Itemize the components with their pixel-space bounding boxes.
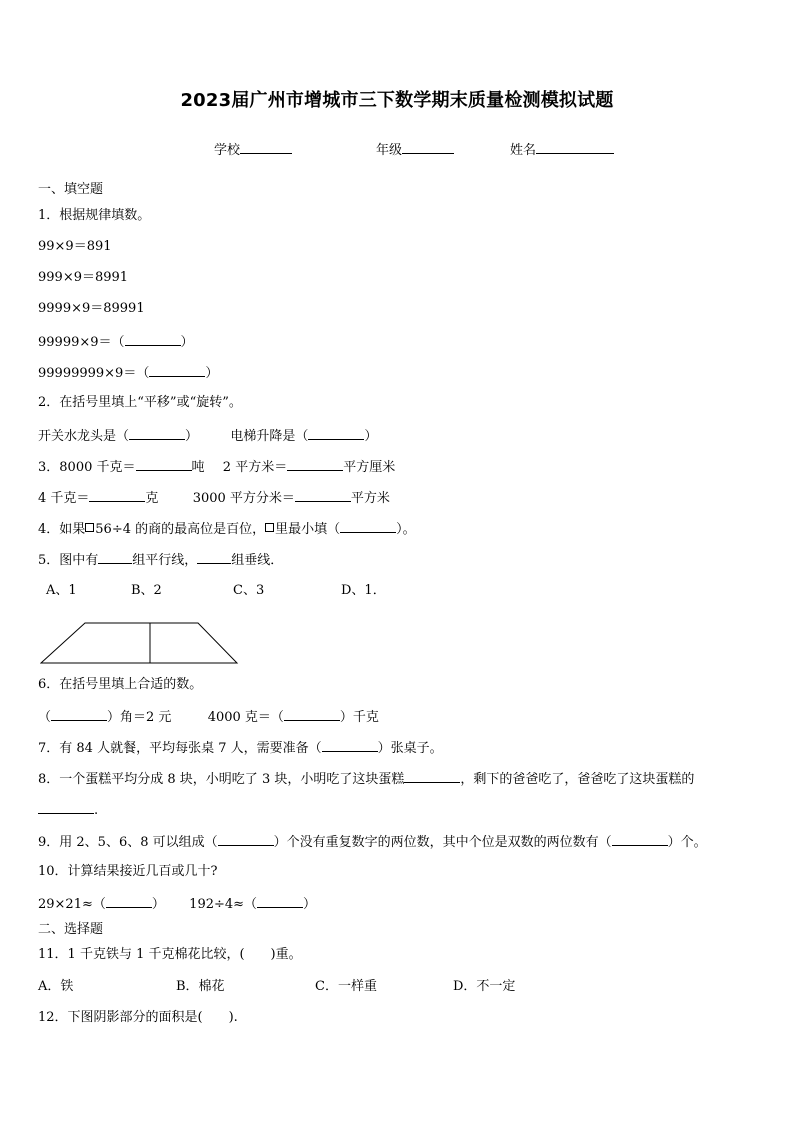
q2-b-post: ） <box>364 429 378 444</box>
q5-option-d[interactable]: D、1． <box>341 583 386 598</box>
trapezoid-outline <box>41 623 237 663</box>
q8-line-2 <box>38 800 98 820</box>
q3-answer-d[interactable] <box>295 488 351 502</box>
grade-field <box>376 140 454 160</box>
q5-option-c[interactable]: C、3 <box>233 583 265 598</box>
q10-a-post: ） <box>151 897 165 912</box>
q10-answer-a[interactable] <box>106 894 152 908</box>
q3-line-2 <box>38 488 390 508</box>
q6-stem: 6．在括号里填上合适的数。 <box>38 677 203 692</box>
name-field <box>510 140 614 160</box>
q3-d-post: 平方米 <box>350 491 390 506</box>
q7-answer[interactable] <box>322 738 378 752</box>
q6-a-post: ）角＝2 元 <box>107 710 172 725</box>
q1-line-4 <box>38 332 194 352</box>
q1-line-5-post: ） <box>205 366 219 381</box>
q9-answer-2[interactable] <box>612 832 668 846</box>
q1-line-4-post: ） <box>180 335 194 350</box>
q11-option-c[interactable]: C．一样重 <box>315 979 377 994</box>
q3-line-1 <box>38 457 395 477</box>
name-label: 姓名 <box>510 143 537 158</box>
q1-line-3: 9999×9＝89991 <box>38 301 145 316</box>
q7-line <box>38 738 443 758</box>
q10-stem: 10．计算结果接近几百或几十? <box>38 864 218 879</box>
q5-answer-2[interactable] <box>197 550 231 564</box>
q11-option-b[interactable]: B．棉花 <box>176 979 225 994</box>
q9-answer-1[interactable] <box>218 832 274 846</box>
square-box-icon <box>265 523 274 532</box>
q6-answer-b[interactable] <box>284 707 340 721</box>
q8-end: . <box>94 803 99 818</box>
q3-answer-c[interactable] <box>89 488 145 502</box>
q4-mid: 56÷4 的商的最高位是百位， <box>95 522 266 537</box>
q6-a-pre: （ <box>38 710 52 725</box>
grade-blank[interactable] <box>402 140 454 154</box>
q6-b-pre: 4000 克＝（ <box>207 710 284 725</box>
q10-b-pre: 192÷4≈（ <box>189 897 258 912</box>
q4-line <box>38 519 416 539</box>
q5-option-b[interactable]: B、2 <box>131 583 162 598</box>
q1-stem: 1．根据规律填数。 <box>38 208 151 223</box>
section-heading-2: 二、选择题 <box>38 922 104 937</box>
q2-a-pre: 开关水龙头是（ <box>38 429 130 444</box>
page-title: 2023届广州市增城市三下数学期末质量检测模拟试题 <box>180 90 614 111</box>
q2-answers <box>38 426 377 446</box>
q5-pre: 5．图中有 <box>38 553 99 568</box>
q8-answer-1[interactable] <box>404 769 460 783</box>
q7-post: ）张桌子。 <box>377 741 443 756</box>
q4-post: 里最小填（ <box>275 522 341 537</box>
trapezoid-figure <box>40 620 240 666</box>
q2-answer-b[interactable] <box>308 426 364 440</box>
grade-label: 年级 <box>376 143 403 158</box>
q5-mid: 组平行线， <box>132 553 198 568</box>
q3-c-pre: 4 千克＝ <box>38 491 90 506</box>
name-blank[interactable] <box>536 140 614 154</box>
q3-a-pre: 3．8000 千克＝ <box>38 460 136 475</box>
q8-post: ，剩下的爸爸吃了，爸爸吃了这块蛋糕的 <box>460 772 695 787</box>
q12-stem: 12．下图阴影部分的面积是( ). <box>38 1010 238 1025</box>
q1-line-4-pre: 99999×9＝（ <box>38 335 125 350</box>
q5-post: 组垂线． <box>231 553 284 568</box>
q2-stem: 2．在括号里填上“平移”或“旋转”。 <box>38 395 242 410</box>
q5-answer-1[interactable] <box>98 550 132 564</box>
q6-answer-a[interactable] <box>51 707 107 721</box>
q8-answer-2[interactable] <box>38 800 94 814</box>
q3-answer-b[interactable] <box>287 457 343 471</box>
q1-answer-4[interactable] <box>125 332 181 346</box>
q1-line-1: 99×9＝891 <box>38 239 112 254</box>
q3-b-pre: 2 平方米＝ <box>222 460 288 475</box>
section-heading-1: 一、填空题 <box>38 182 104 197</box>
q5-line <box>38 550 283 570</box>
q10-a-pre: 29×21≈（ <box>38 897 106 912</box>
q6-answers <box>38 707 379 727</box>
q3-a-post: 吨 <box>191 460 205 475</box>
q7-pre: 7．有 84 人就餐，平均每张桌 7 人，需要准备（ <box>38 741 322 756</box>
q2-b-pre: 电梯升降是（ <box>230 429 309 444</box>
q10-answers <box>38 894 316 914</box>
q11-option-d[interactable]: D．不一定 <box>453 979 516 994</box>
q6-b-post: ）千克 <box>339 710 379 725</box>
school-field <box>214 140 292 160</box>
q8-pre: 8．一个蛋糕平均分成 8 块，小明吃了 3 块，小明吃了这块蛋糕 <box>38 772 405 787</box>
q2-answer-a[interactable] <box>129 426 185 440</box>
q4-end: ）。 <box>396 522 416 537</box>
q9-line <box>38 832 707 852</box>
q3-d-pre: 3000 平方分米＝ <box>192 491 295 506</box>
q5-option-a[interactable]: A、1 <box>46 583 77 598</box>
q10-answer-b[interactable] <box>257 894 303 908</box>
q8-line <box>38 769 694 789</box>
school-blank[interactable] <box>240 140 292 154</box>
q9-post: ）个。 <box>667 835 707 850</box>
q3-c-post: 克 <box>145 491 159 506</box>
q11-option-a[interactable]: A．铁 <box>38 979 74 994</box>
q3-answer-a[interactable] <box>136 457 192 471</box>
square-box-icon <box>85 523 94 532</box>
q10-b-post: ） <box>303 897 317 912</box>
q11-stem: 11．1 千克铁与 1 千克棉花比较，( )重。 <box>38 947 302 962</box>
q4-answer[interactable] <box>340 519 396 533</box>
q1-line-5-pre: 99999999×9＝（ <box>38 366 150 381</box>
q1-answer-5[interactable] <box>149 363 205 377</box>
q1-line-2: 999×9＝8991 <box>38 270 129 285</box>
q9-pre: 9．用 2、5、6、8 可以组成（ <box>38 835 218 850</box>
school-label: 学校 <box>214 143 241 158</box>
q2-a-post: ） <box>185 429 199 444</box>
q1-line-5 <box>38 363 218 383</box>
q3-b-post: 平方厘米 <box>343 460 396 475</box>
q4-pre: 4．如果 <box>38 522 86 537</box>
q9-mid: ）个没有重复数字的两位数，其中个位是双数的两位数有（ <box>273 835 612 850</box>
